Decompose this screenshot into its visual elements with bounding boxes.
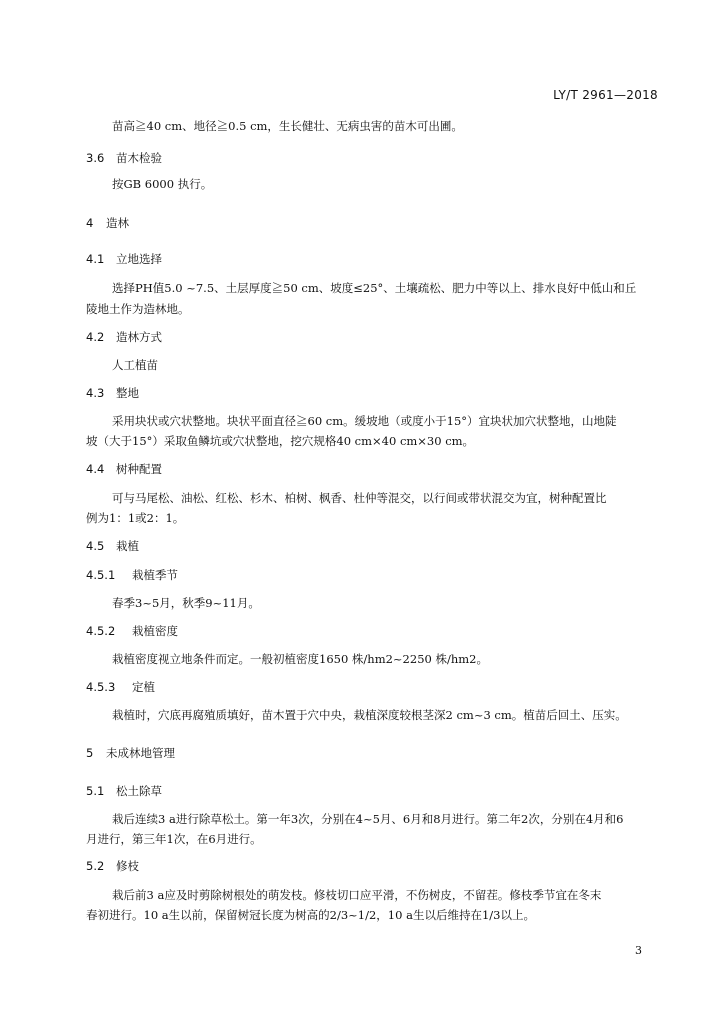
paragraph-line: 可与马尾松、油松、红松、杉木、柏树、枫香、杜仲等混交，以行间或带状混交为宜，树种配置比 xyxy=(112,491,607,505)
section-number: 4.2 xyxy=(86,330,105,344)
paragraph-line: 苗高≧40 cm、地径≧0.5 cm，生长健壮、无病虫害的苗木可出圃。 xyxy=(112,119,463,133)
section-number: 4.1 xyxy=(86,252,105,266)
paragraph-line: 栽后前3 a应及时剪除树根处的萌发枝。修枝切口应平滑，不伤树皮，不留茬。修枝季节宜在冬末 xyxy=(112,888,602,902)
paragraph-line: 月进行，第三年1次，在6月进行。 xyxy=(86,832,262,846)
section-title: 造林方式 xyxy=(116,330,162,344)
paragraph-line: 栽后连续3 a进行除草松土。第一年3次，分别在4~5月、6月和8月进行。第二年2次，分别在4月和6 xyxy=(112,812,624,826)
section-title: 苗木检验 xyxy=(116,151,162,165)
section-heading-4-5-1 xyxy=(86,567,178,584)
section-heading-4-2 xyxy=(86,329,162,346)
section-title: 树种配置 xyxy=(116,462,162,476)
section-title: 松土除草 xyxy=(116,784,162,798)
section-title: 整地 xyxy=(116,386,139,400)
section-number: 4.5.1 xyxy=(86,568,116,582)
section-number: 5 xyxy=(86,746,94,760)
section-number: 4.5.2 xyxy=(86,624,116,638)
section-heading-5-1 xyxy=(86,783,162,800)
paragraph-line: 春季3~5月，秋季9~11月。 xyxy=(112,596,260,610)
paragraph-line: 选择PH值5.0 ~7.5、土层厚度≧50 cm、坡度≤25°、土壤疏松、肥力中等以上、排水良好中低山和丘 xyxy=(112,281,637,295)
paragraph-line: 采用块状或穴状整地。块状平面直径≧60 cm。缓坡地（或度小于15°）宜块状加穴状整地，山地陡 xyxy=(112,414,617,428)
section-heading-4-5-2 xyxy=(86,623,178,640)
section-number: 3.6 xyxy=(86,151,105,165)
section-title: 造林 xyxy=(106,216,129,230)
paragraph-line: 按GB 6000 执行。 xyxy=(112,177,213,191)
section-number: 5.1 xyxy=(86,784,105,798)
section-number: 5.2 xyxy=(86,859,105,873)
section-heading-4 xyxy=(86,215,129,232)
section-title: 栽植密度 xyxy=(132,624,178,638)
paragraph-line: 例为1：1或2：1。 xyxy=(86,511,185,525)
section-title: 未成林地管理 xyxy=(106,746,175,760)
section-number: 4.4 xyxy=(86,462,105,476)
section-title: 栽植 xyxy=(116,539,139,553)
section-heading-5-2 xyxy=(86,858,139,875)
section-heading-4-1 xyxy=(86,251,162,268)
paragraph-line: 人工植苗 xyxy=(112,358,158,372)
paragraph-line: 栽植时，穴底再腐殖质填好，苗木置于穴中央，栽植深度较根茎深2 cm~3 cm。植苗后回土、压实。 xyxy=(112,708,627,722)
section-title: 栽植季节 xyxy=(132,568,178,582)
section-title: 修枝 xyxy=(116,859,139,873)
section-number: 4.5.3 xyxy=(86,680,116,694)
section-heading-4-5 xyxy=(86,538,139,555)
paragraph-line: 陵地土作为造林地。 xyxy=(86,302,190,316)
section-title: 立地选择 xyxy=(116,252,162,266)
section-number: 4.3 xyxy=(86,386,105,400)
section-heading-3-6 xyxy=(86,150,162,167)
paragraph-line: 栽植密度视立地条件而定。一般初植密度1650 株/hm2~2250 株/hm2。 xyxy=(112,652,488,666)
section-heading-4-3 xyxy=(86,385,139,402)
section-heading-4-4 xyxy=(86,461,162,478)
section-number: 4 xyxy=(86,216,94,230)
section-title: 定植 xyxy=(132,680,155,694)
section-heading-4-5-3 xyxy=(86,679,155,696)
section-number: 4.5 xyxy=(86,539,105,553)
document-code: LY/T 2961—2018 xyxy=(553,88,658,102)
page-number: 3 xyxy=(635,944,642,957)
paragraph-line: 坡（大于15°）采取鱼鳞坑或穴状整地，挖穴规格40 cm×40 cm×30 cm。 xyxy=(86,434,475,448)
section-heading-5 xyxy=(86,745,175,762)
paragraph-line: 春初进行。10 a生以前，保留树冠长度为树高的2/3~1/2，10 a生以后维持在1/3以上。 xyxy=(86,908,535,922)
